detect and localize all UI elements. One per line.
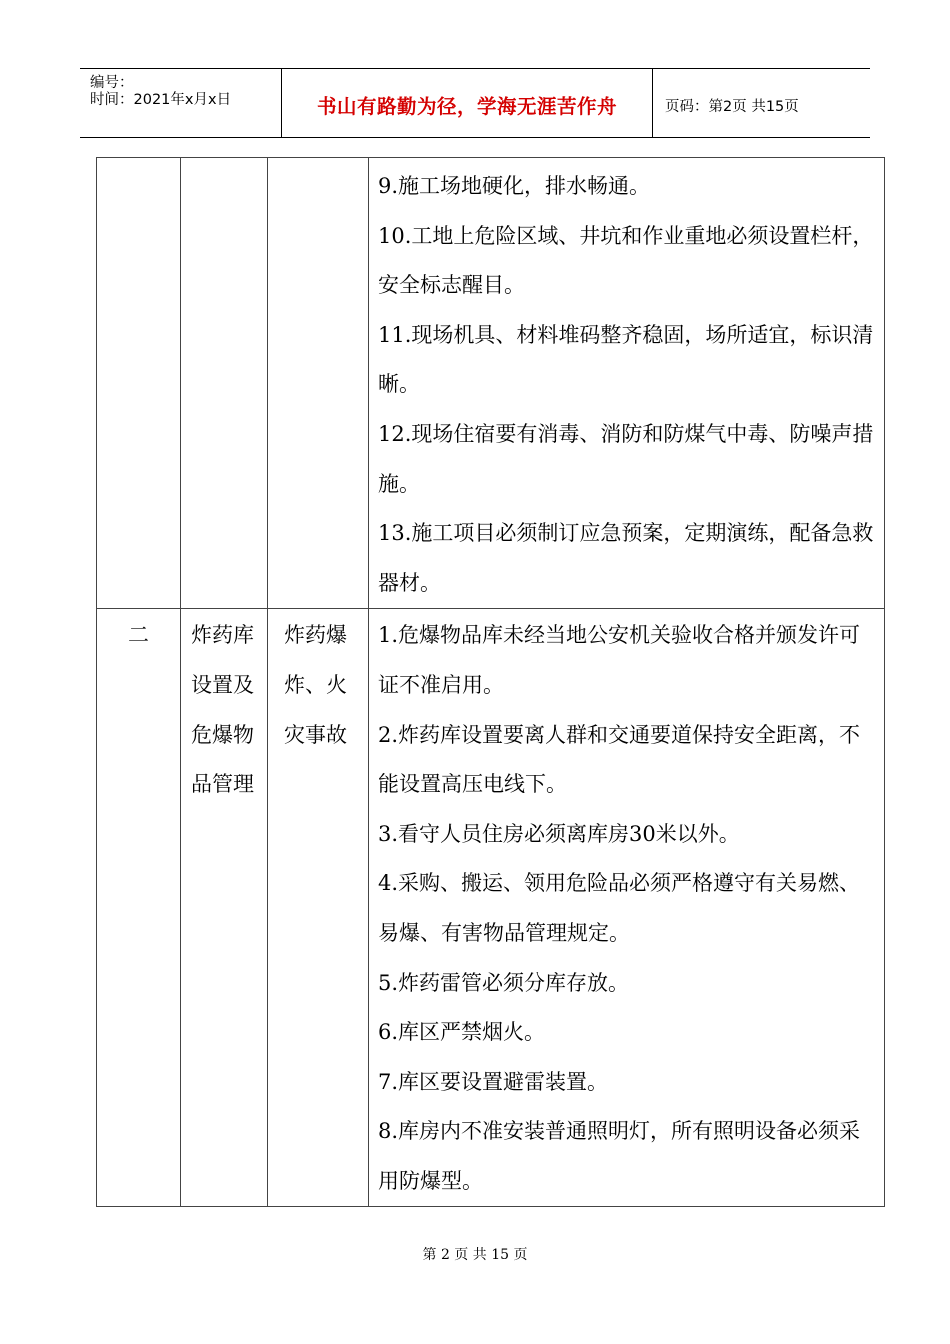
- header-meta-cell: [80, 69, 282, 137]
- measure-item: 5.炸药雷管必须分库存放。: [378, 970, 630, 995]
- table-row: [97, 609, 885, 1207]
- item-name: 炸药库设置及危爆物品管理: [191, 623, 254, 797]
- table-row: [97, 158, 885, 609]
- measure-item: 7.库区要设置避雷装置。: [378, 1069, 609, 1094]
- measure-item: 12.现场住宿要有消毒、消防和防煤气中毒、防噪声措施。: [378, 421, 874, 496]
- measure-item: 3.看守人员住房必须离库房30米以外。: [378, 821, 740, 846]
- measure-item: 8.库房内不准安装普通照明灯，所有照明设备必须采用防爆型。: [378, 1119, 861, 1193]
- hazard-cell: [268, 158, 369, 609]
- page-header: [80, 68, 870, 138]
- code-label: 编号：: [90, 75, 134, 91]
- page-info: 页码：第2页 共15页: [665, 98, 799, 115]
- measure-item: 11.现场机具、材料堆码整齐稳固，场所适宜，标识清晰。: [378, 322, 874, 397]
- page-footer: 第 2 页 共 15 页: [422, 1247, 528, 1263]
- hazard-cell: [268, 609, 369, 1207]
- item-name-cell: [181, 158, 268, 609]
- measure-item: 10.工地上危险区域、井坑和作业重地必须设置栏杆，安全标志醒目。: [378, 223, 874, 298]
- hazard-type: 炸药爆炸、火灾事故: [284, 623, 347, 747]
- measure-item: 2.炸药库设置要离人群和交通要道保持安全距离，不能设置高压电线下。: [378, 722, 861, 797]
- time-label: 时间：2021年x月x日: [90, 92, 232, 108]
- measure-item: 9.施工场地硬化，排水畅通。: [378, 174, 651, 198]
- number-cell: [97, 609, 181, 1207]
- measure-item: 4.采购、搬运、领用危险品必须严格遵守有关易燃、易爆、有害物品管理规定。: [378, 871, 861, 945]
- row-number: 二: [128, 623, 149, 648]
- item-name-cell: [181, 609, 268, 1207]
- motto-text: 书山有路勤为径，学海无涯苦作舟: [316, 95, 617, 118]
- measure-item: 13.施工项目必须制订应急预案，定期演练，配备急救器材。: [378, 521, 874, 595]
- number-cell: [97, 158, 181, 609]
- measures-cell: [369, 609, 885, 1207]
- safety-measures-table: [96, 157, 885, 1207]
- measure-item: 1.危爆物品库未经当地公安机关验收合格并颁发许可证不准启用。: [378, 623, 861, 697]
- measure-item: 6.库区严禁烟火。: [378, 1020, 546, 1045]
- measures-cell: [369, 158, 885, 609]
- header-motto-cell: [282, 69, 653, 137]
- header-page-cell: [653, 69, 870, 137]
